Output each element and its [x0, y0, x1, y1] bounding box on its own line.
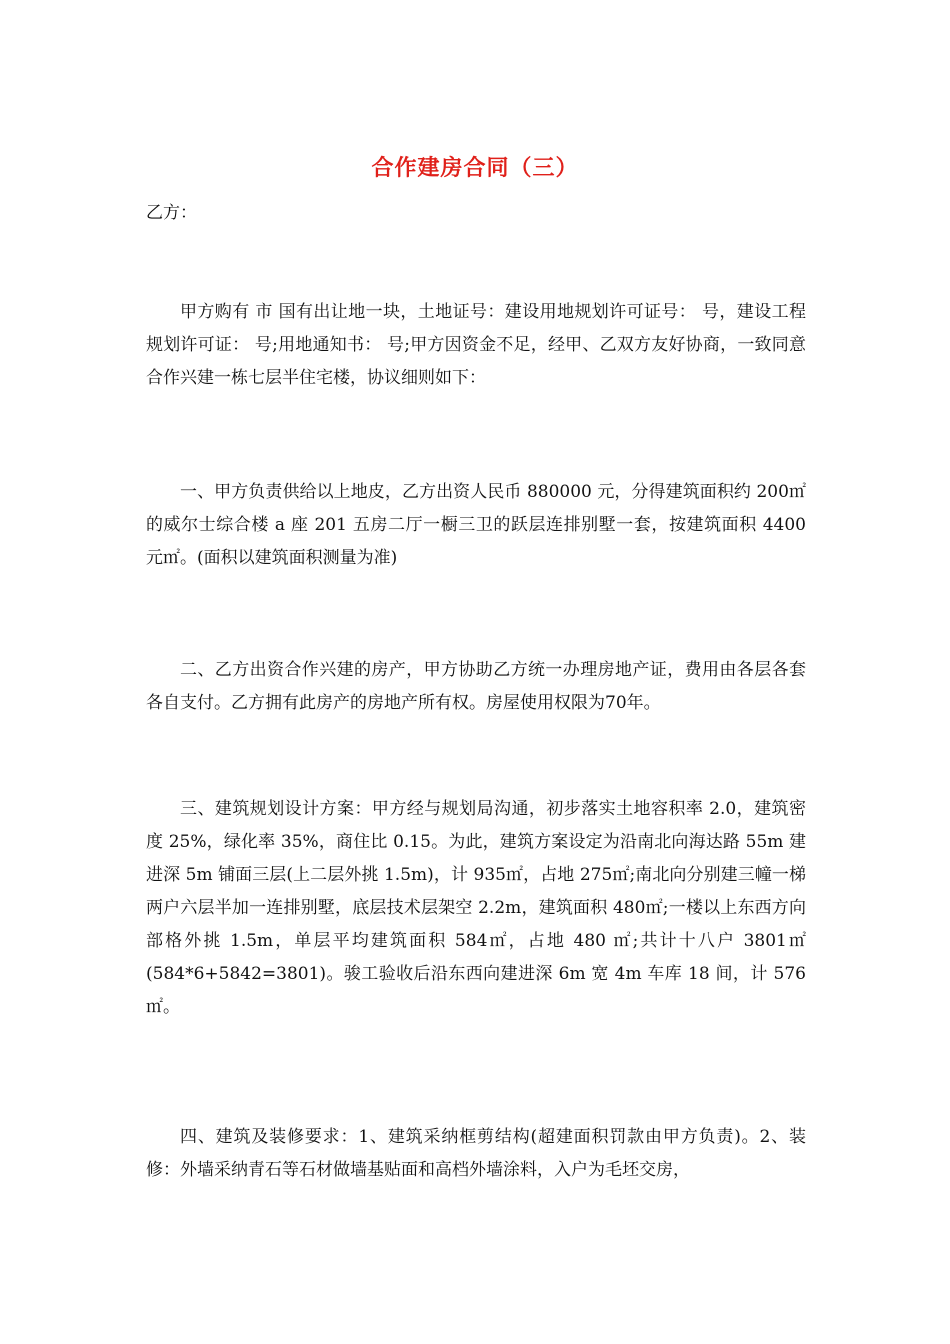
paragraph-intro: 甲方购有 市 国有出让地一块，土地证号：建设用地规划许可证号： 号，建设工程规划许可证： 号;用地通知书： 号;甲方因资金不足，经甲、乙双方友好协商，一致同意合作兴建一栋七层半住宅楼，协议细则如下： [146, 302, 806, 388]
document-title: 合作建房合同（三） [371, 156, 579, 181]
paragraph-clause-4: 四、建筑及装修要求：1、建筑采纳框剪结构(超建面积罚款由甲方负责)。2、装修：外墙采纳青石等石材做墙基贴面和高档外墙涂料，入户为毛坯交房， [146, 1127, 806, 1180]
paragraph-clause-3: 三、建筑规划设计方案：甲方经与规划局沟通，初步落实土地容积率 2.0，建筑密度 25%，绿化率 35%，商住比 0.15。为此，建筑方案设定为沿南北向海达路 55m 建进深 5m 铺面三层(上二层外挑 1.5m)，计 935㎡，占地 275㎡;南北向分别建三幢一梯两户六层半加一连排别墅，底层技术层架空 2.2m，建筑面积 480㎡;一楼以上东西方向部格外挑 1.5m，单层平均建筑面积 584㎡，占地 480 ㎡;共计十八户 3801㎡(584*6+5842=3801)。骏工验收后沿东西向建进深 6m 宽 4m 车库 18 间，计 576㎡。 [146, 799, 806, 1017]
party-b-label: 乙方： [146, 203, 197, 223]
paragraph-clause-2: 二、乙方出资合作兴建的房产，甲方协助乙方统一办理房地产证，费用由各层各套各自支付。乙方拥有此房产的房地产所有权。房屋使用权限为70年。 [146, 660, 806, 713]
paragraph-clause-1: 一、甲方负责供给以上地皮，乙方出资人民币 880000 元，分得建筑面积约 200㎡的威尔士综合楼 a 座 201 五房二厅一橱三卫的跃层连排别墅一套，按建筑面积 4400 元㎡。(面积以建筑面积测量为准) [146, 482, 806, 568]
